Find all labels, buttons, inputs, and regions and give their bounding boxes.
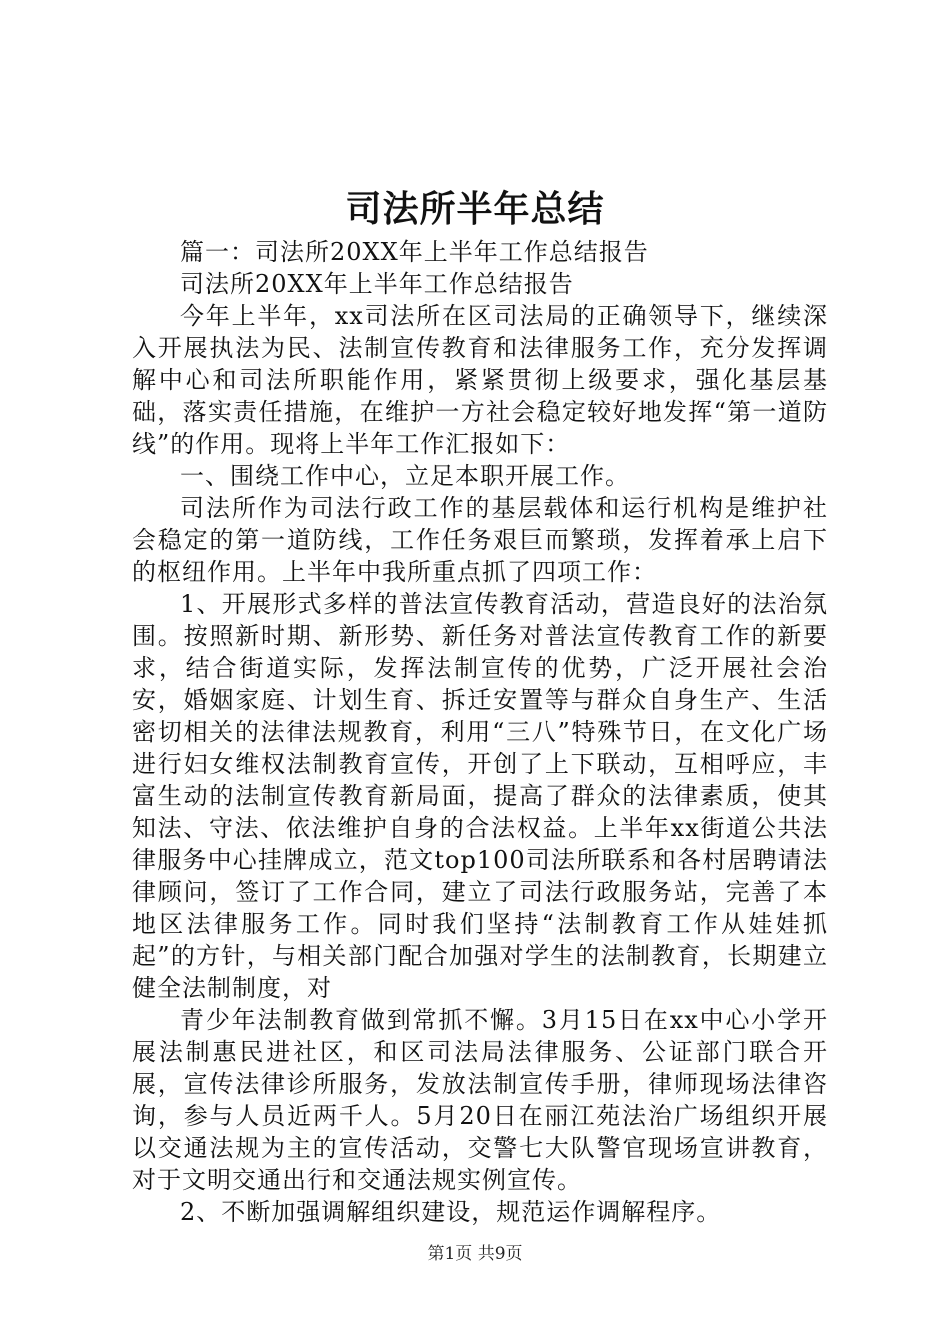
paragraph-heading-1: 篇一：司法所20XX年上半年工作总结报告 bbox=[180, 238, 649, 266]
paragraph-intro: 今年上半年，xx司法所在区司法局的正确领导下，继续深入开展执法为民、法制宣传教育和法律服务工作，充分发挥调解中心和司法所职能作用，紧紧贯彻上级要求，强化基层基础，落实责任措施，在维护一方社会稳定较好地发挥“第一道防线”的作用。现将上半年工作汇报如下： bbox=[132, 302, 828, 458]
paragraph-role: 司法所作为司法行政工作的基层载体和运行机构是维护社会稳定的第一道防线，工作任务艰巨而繁琐，发挥着承上启下的枢纽作用。上半年中我所重点抓了四项工作： bbox=[132, 494, 828, 586]
document-body bbox=[132, 236, 828, 1228]
paragraph-item-1: 1、开展形式多样的普法宣传教育活动，营造良好的法治氛围。按照新时期、新形势、新任务对普法宣传教育工作的新要求，结合街道实际，发挥法制宣传的优势，广泛开展社会治安，婚姻家庭、计划生育、拆迁安置等与群众自身生产、生活密切相关的法律法规教育，利用“三八”特殊节日，在文化广场进行妇女维权法制教育宣传，开创了上下联动，互相呼应，丰富生动的法制宣传教育新局面，提高了群众的法律素质，使其知法、守法、依法维护自身的合法权益。上半年xx街道公共法律服务中心挂牌成立，范文top100司法所联系和各村居聘请法律顾问，签订了工作合同，建立了司法行政服务站，完善了本地区法律服务工作。同时我们坚持“法制教育工作从娃娃抓起”的方针，与相关部门配合加强对学生的法制教育，长期建立健全法制制度，对 bbox=[132, 590, 828, 1002]
paragraph-item-1-continued: 青少年法制教育做到常抓不懈。3月15日在xx中心小学开展法制惠民进社区，和区司法局法律服务、公证部门联合开展，宣传法律诊所服务，发放法制宣传手册，律师现场法律咨询，参与人员近两千人。5月20日在丽江苑法治广场组织开展以交通法规为主的宣传活动，交警七大队警官现场宣讲教育，对于文明交通出行和交通法规实例宣传。 bbox=[132, 1006, 828, 1194]
paragraph-heading-2: 司法所20XX年上半年工作总结报告 bbox=[180, 270, 574, 298]
paragraph-item-2: 2、不断加强调解组织建设，规范运作调解程序。 bbox=[180, 1198, 722, 1226]
paragraph-section-1: 一、围绕工作中心，立足本职开展工作。 bbox=[180, 462, 630, 490]
page-footer: 第1页 共9页 bbox=[427, 1244, 523, 1264]
document-title: 司法所半年总结 bbox=[345, 188, 605, 230]
